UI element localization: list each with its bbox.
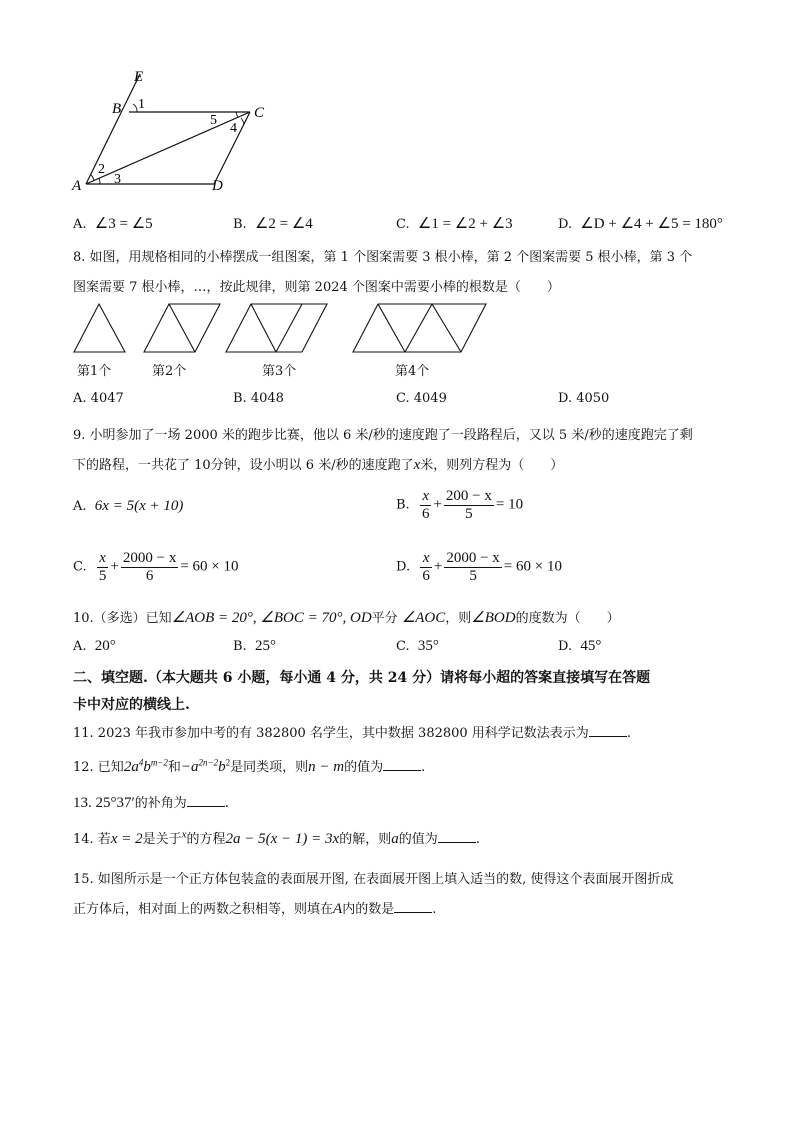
q13: 13. 25°37′的补角为 . <box>73 795 229 811</box>
q15-line1: 15. 如图所示是一个正方体包装盒的表面展开图, 在表面展开图上填入适当的数, 使得这个表面展开图折成 <box>73 872 674 887</box>
q9-option-c[interactable]: C. $\frac{x}{5}$ + $\frac{2000 - x}{6}$ = 60 × 10 <box>73 550 239 584</box>
q7-option-b[interactable]: B. ∠2 = ∠4 <box>233 216 313 232</box>
answer-blank[interactable] <box>438 830 476 843</box>
q7-option-a[interactable]: A. ∠3 = ∠5 <box>73 216 153 232</box>
label-4: 4 <box>230 121 237 136</box>
q8-triangles-figure <box>70 300 500 356</box>
q9-line2: 下的路程，一共花了 10分钟，设小明以 6 米/秒的速度跑了x米，则列方程为（ ） <box>73 457 564 473</box>
q7-option-d[interactable]: D. ∠D + ∠4 + ∠5 = 180° <box>558 216 723 232</box>
q8-option-a[interactable]: A. 4047 <box>73 391 124 406</box>
q7-option-c[interactable]: C. ∠1 = ∠2 + ∠3 <box>396 216 513 232</box>
label-E: E <box>134 69 144 85</box>
section2-heading-line2: 卡中对应的横线上. <box>73 697 190 713</box>
label-2: 2 <box>98 162 105 177</box>
q9-option-a[interactable]: A. 6x = 5(x + 10) <box>73 498 184 514</box>
q10-option-a[interactable]: A. 20° <box>73 638 116 654</box>
q8-option-b[interactable]: B. 4048 <box>233 391 284 406</box>
q8-option-c[interactable]: C. 4049 <box>396 391 447 406</box>
answer-blank[interactable] <box>394 900 432 913</box>
q12: 12. 已知$2a^4b^{m-2}$和$-a^{2n-2}b^2$是同类项，则n − m的值为 . <box>73 757 426 775</box>
q10-stem: 10.（多选）已知∠AOB = 20°, ∠BOC = 70°, OD平分 ∠AOC，则∠BOD的度数为（ ） <box>73 610 620 626</box>
label-B: B <box>112 101 122 117</box>
q15-line2: 正方体后，相对面上的两数之积相等，则填在A内的数是 . <box>73 901 437 917</box>
q8-line2: 图案需要 7 根小棒，…，按此规律，则第 2024 个图案中需要小棒的根数是（ ） <box>73 280 560 295</box>
fraction: $\frac{200 - x}{5}$ <box>445 488 492 522</box>
q11: 11. 2023 年我市参加中考的有 382800 名学生，其中数据 382800 用科学记数法表示为 . <box>73 726 631 741</box>
answer-blank[interactable] <box>589 724 627 737</box>
q9-option-b[interactable]: B. $\frac{x}{6}$ + $\frac{200 - x}{5}$ = 10 <box>396 488 524 522</box>
q8-option-d[interactable]: D. 4050 <box>558 391 610 406</box>
label-C: C <box>254 105 265 121</box>
q8-figure-label-2: 第2个 <box>152 364 187 379</box>
q9-option-d[interactable]: D. $\frac{x}{6}$ + $\frac{2000 - x}{5}$ = 60 × 10 <box>396 550 562 584</box>
q10-option-c[interactable]: C. 35° <box>396 638 439 654</box>
q10-option-d[interactable]: D. 45° <box>558 638 602 654</box>
fraction: $\frac{x}{5}$ <box>98 550 107 584</box>
q8-figure-label-1: 第1个 <box>77 364 112 379</box>
fraction: $\frac{x}{6}$ <box>422 550 430 584</box>
section2-heading-line1: 二、填空题.（本大题共 6 小题，每小通 4 分，共 24 分）请将每小超的答案直接填写在答题 <box>73 670 651 686</box>
q8-line1: 8. 如图，用规格相同的小棒摆成一组图案，第 1 个图案需要 3 根小棒，第 2 个图案需要 5 根小棒，第 3 个 <box>73 250 693 265</box>
q8-figure-label-3: 第3个 <box>262 364 297 379</box>
q14: 14. 若x = 2是关于$^x$的方程2a − 5(x − 1) = 3x的解，则a的值为 . <box>73 828 480 847</box>
fraction: $\frac{2000 - x}{6}$ <box>122 550 177 584</box>
parallelogram-figure <box>60 66 290 196</box>
label-D: D <box>212 178 223 194</box>
label-3: 3 <box>114 172 121 187</box>
q8-figure-label-4: 第4个 <box>395 364 430 379</box>
answer-blank[interactable] <box>383 758 421 771</box>
q9-line1: 9. 小明参加了一场 2000 米的跑步比赛，他以 6 米/秒的速度跑了一段路程后，又以 5 米/秒的速度跑完了剩 <box>73 428 693 443</box>
label-5: 5 <box>210 113 217 128</box>
label-A: A <box>72 178 82 194</box>
fraction: $\frac{2000 - x}{5}$ <box>446 550 500 584</box>
answer-blank[interactable] <box>187 794 225 807</box>
q10-option-b[interactable]: B. 25° <box>233 638 276 654</box>
fraction: $\frac{x}{6}$ <box>421 488 430 522</box>
label-1: 1 <box>138 97 145 112</box>
